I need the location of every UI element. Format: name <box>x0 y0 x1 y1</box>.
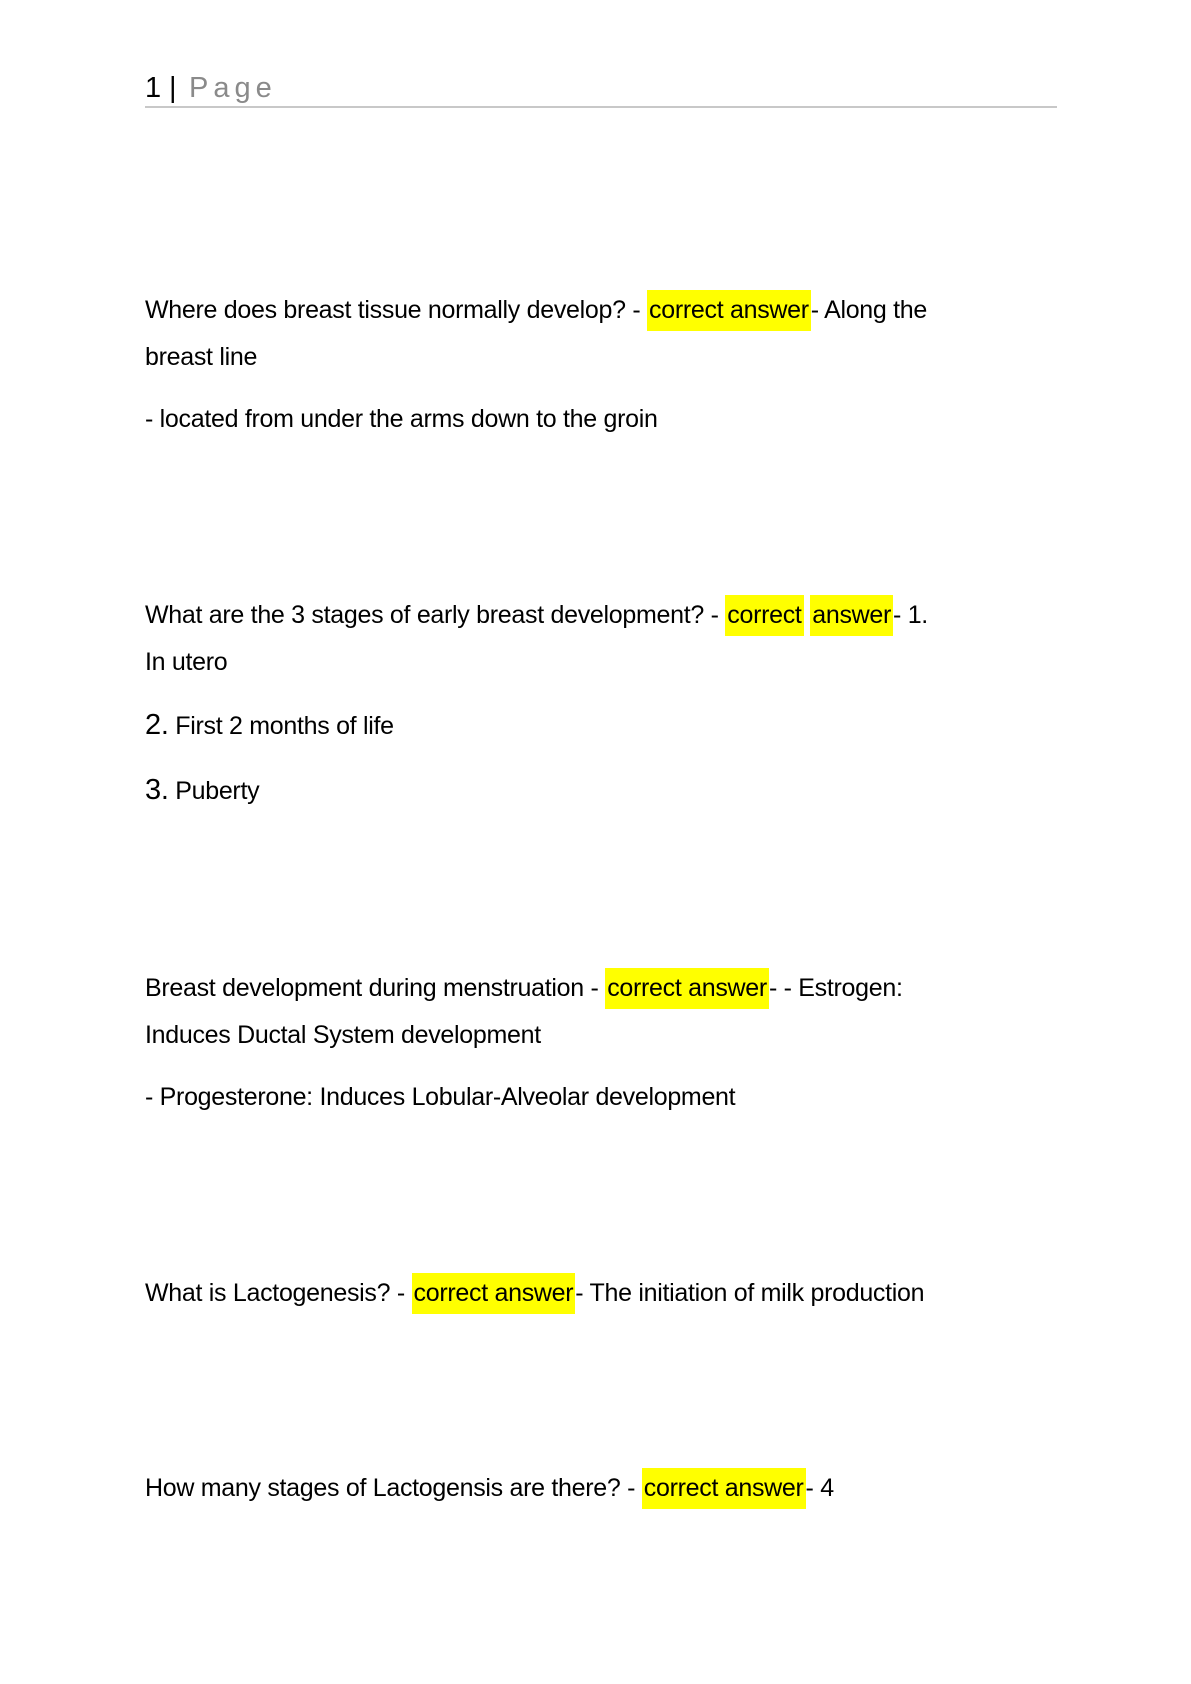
qa-2-highlight-2: answer <box>810 595 893 636</box>
qa-1-extra: - located from under the arms down to the groin <box>145 405 658 433</box>
qa-2-answer: - 1. <box>893 601 928 629</box>
qa-1-line-1 <box>145 294 927 326</box>
qa-4-highlight: correct answer <box>412 1273 576 1314</box>
qa-1-answer: - Along the <box>810 296 928 324</box>
qa-2-item-3-number: 3. <box>145 774 169 806</box>
page-number: 1 <box>145 72 163 104</box>
qa-2-item-3-text: Puberty <box>175 777 260 805</box>
qa-3-line-2: Induces Ductal System development <box>145 1021 541 1049</box>
qa-2-item-2 <box>145 709 394 742</box>
qa-3-extra: - Progesterone: Induces Lobular-Alveolar development <box>145 1083 736 1111</box>
page-header-label: Page <box>189 72 277 104</box>
qa-2-line-1 <box>145 599 928 631</box>
qa-5-line-1 <box>145 1472 834 1504</box>
qa-4-answer: - The initiation of milk production <box>575 1279 925 1307</box>
qa-2-item-3 <box>145 774 259 807</box>
qa-4-line-1 <box>145 1277 924 1309</box>
qa-3-answer: - - Estrogen: <box>768 974 903 1002</box>
qa-4-question: What is Lactogenesis? - <box>145 1279 412 1307</box>
qa-2-highlight-1: correct <box>725 595 803 636</box>
qa-5-answer: - 4 <box>805 1474 834 1502</box>
qa-3-highlight: correct answer <box>605 968 769 1009</box>
qa-3-question: Breast development during menstruation - <box>145 974 606 1002</box>
page-header <box>145 70 1057 108</box>
qa-1-line-2: breast line <box>145 343 258 371</box>
qa-2-item-2-text: First 2 months of life <box>175 712 394 740</box>
qa-2-question: What are the 3 stages of early breast development? - <box>145 601 726 629</box>
qa-3-line-1 <box>145 972 903 1004</box>
qa-2-line-2: In utero <box>145 648 228 676</box>
page-header-separator: | <box>169 72 177 104</box>
qa-1-highlight: correct answer <box>647 290 811 331</box>
qa-5-highlight: correct answer <box>642 1468 806 1509</box>
qa-5-question: How many stages of Lactogensis are there? - <box>145 1474 642 1502</box>
qa-1-question: Where does breast tissue normally develop? - <box>145 296 648 324</box>
qa-2-item-2-number: 2. <box>145 709 169 741</box>
